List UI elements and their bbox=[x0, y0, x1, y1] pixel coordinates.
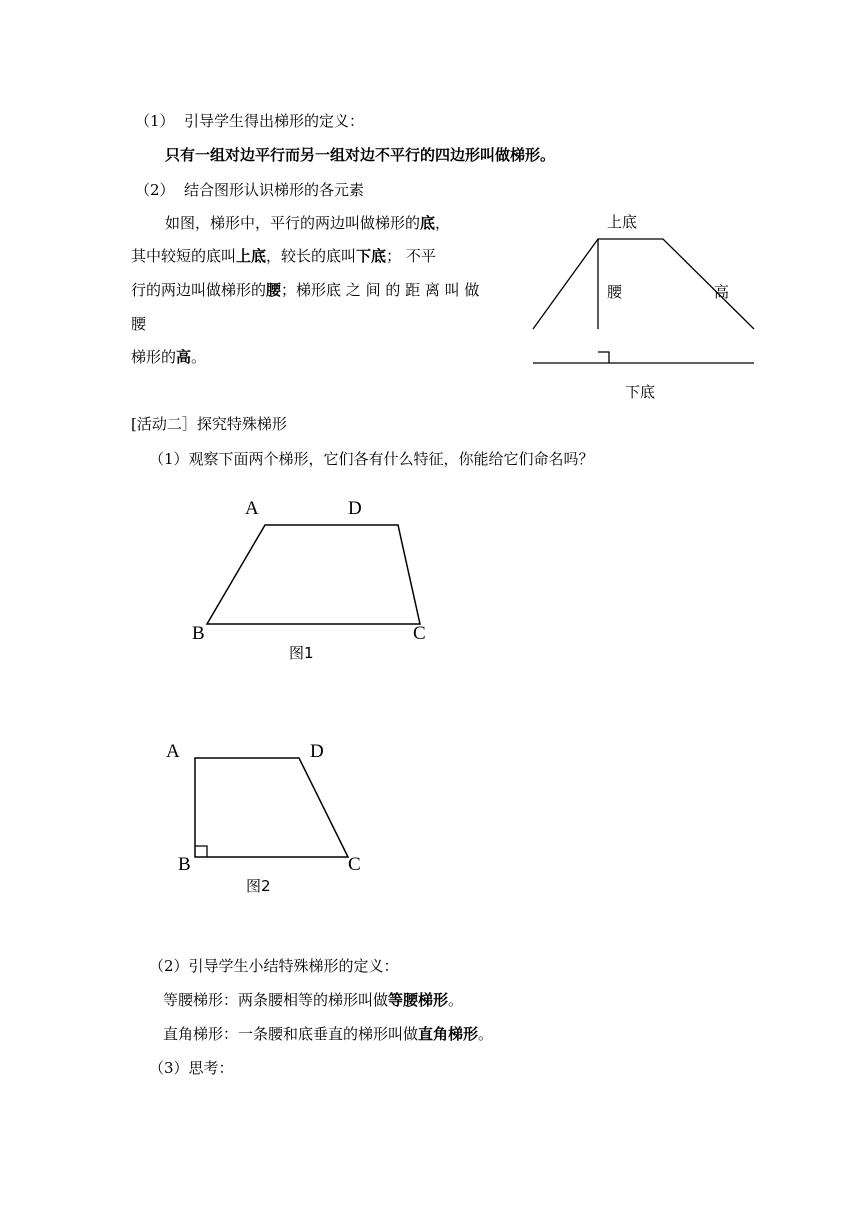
para-line-2: 其中较短的底叫上底，较长的底叫下底； 不平 bbox=[131, 247, 436, 265]
isosceles-definition: 等腰梯形：两条腰相等的梯形叫做等腰梯形。 bbox=[163, 991, 464, 1009]
fig2-caption: 图2 bbox=[246, 877, 271, 895]
label-bottom-base: 下底 bbox=[625, 383, 656, 401]
trapezoid-definition: 只有一组对边平行而另一组对边不平行的四边形叫做梯形。 bbox=[165, 146, 556, 164]
fig1-vertex-c: C bbox=[413, 623, 426, 644]
label-top-base: 上底 bbox=[607, 213, 638, 231]
para-line-5: 梯形的高。 bbox=[131, 348, 207, 366]
fig1-caption: 图1 bbox=[289, 644, 314, 662]
item1-text: 引导学生得出梯形的定义： bbox=[184, 112, 365, 130]
label-leg: 腰 bbox=[607, 283, 623, 301]
isosceles-trapezoid bbox=[207, 525, 420, 624]
item1-number: （1） bbox=[135, 112, 175, 130]
fig1-vertex-b: B bbox=[192, 623, 205, 644]
right-trapezoid bbox=[195, 758, 348, 857]
fig2-vertex-a: A bbox=[166, 741, 180, 762]
fig2-vertex-b: B bbox=[178, 854, 191, 875]
fig2-vertex-c: C bbox=[348, 854, 361, 875]
item2-number: （2） bbox=[135, 181, 175, 199]
summary-question-2: （2）引导学生小结特殊梯形的定义： bbox=[149, 957, 399, 975]
fig1-vertex-d: D bbox=[348, 498, 362, 519]
activity2-question-1: （1）观察下面两个梯形，它们各有什么特征，你能给它们命名吗？ bbox=[149, 450, 594, 468]
para-line-1: 如图，梯形中，平行的两边叫做梯形的底， bbox=[165, 214, 451, 232]
activity2-title: [活动二］探究特殊梯形 bbox=[131, 415, 287, 433]
para-line-3: 行的两边叫做梯形的腰；梯形底 之 间 的 距 离 叫 做 bbox=[131, 281, 480, 299]
item2-text: 结合图形认识梯形的各元素 bbox=[184, 181, 365, 199]
fig2-vertex-d: D bbox=[310, 741, 324, 762]
para-line-4: 腰 bbox=[131, 315, 147, 333]
right-angle-mark-b bbox=[195, 846, 207, 857]
summary-question-3: （3）思考： bbox=[149, 1059, 234, 1077]
fig1-vertex-a: A bbox=[245, 498, 259, 519]
right-trapezoid-definition: 直角梯形：一条腰和底垂直的梯形叫做直角梯形。 bbox=[163, 1025, 494, 1043]
right-angle-mark bbox=[598, 352, 609, 363]
label-height: 高 bbox=[714, 283, 730, 301]
